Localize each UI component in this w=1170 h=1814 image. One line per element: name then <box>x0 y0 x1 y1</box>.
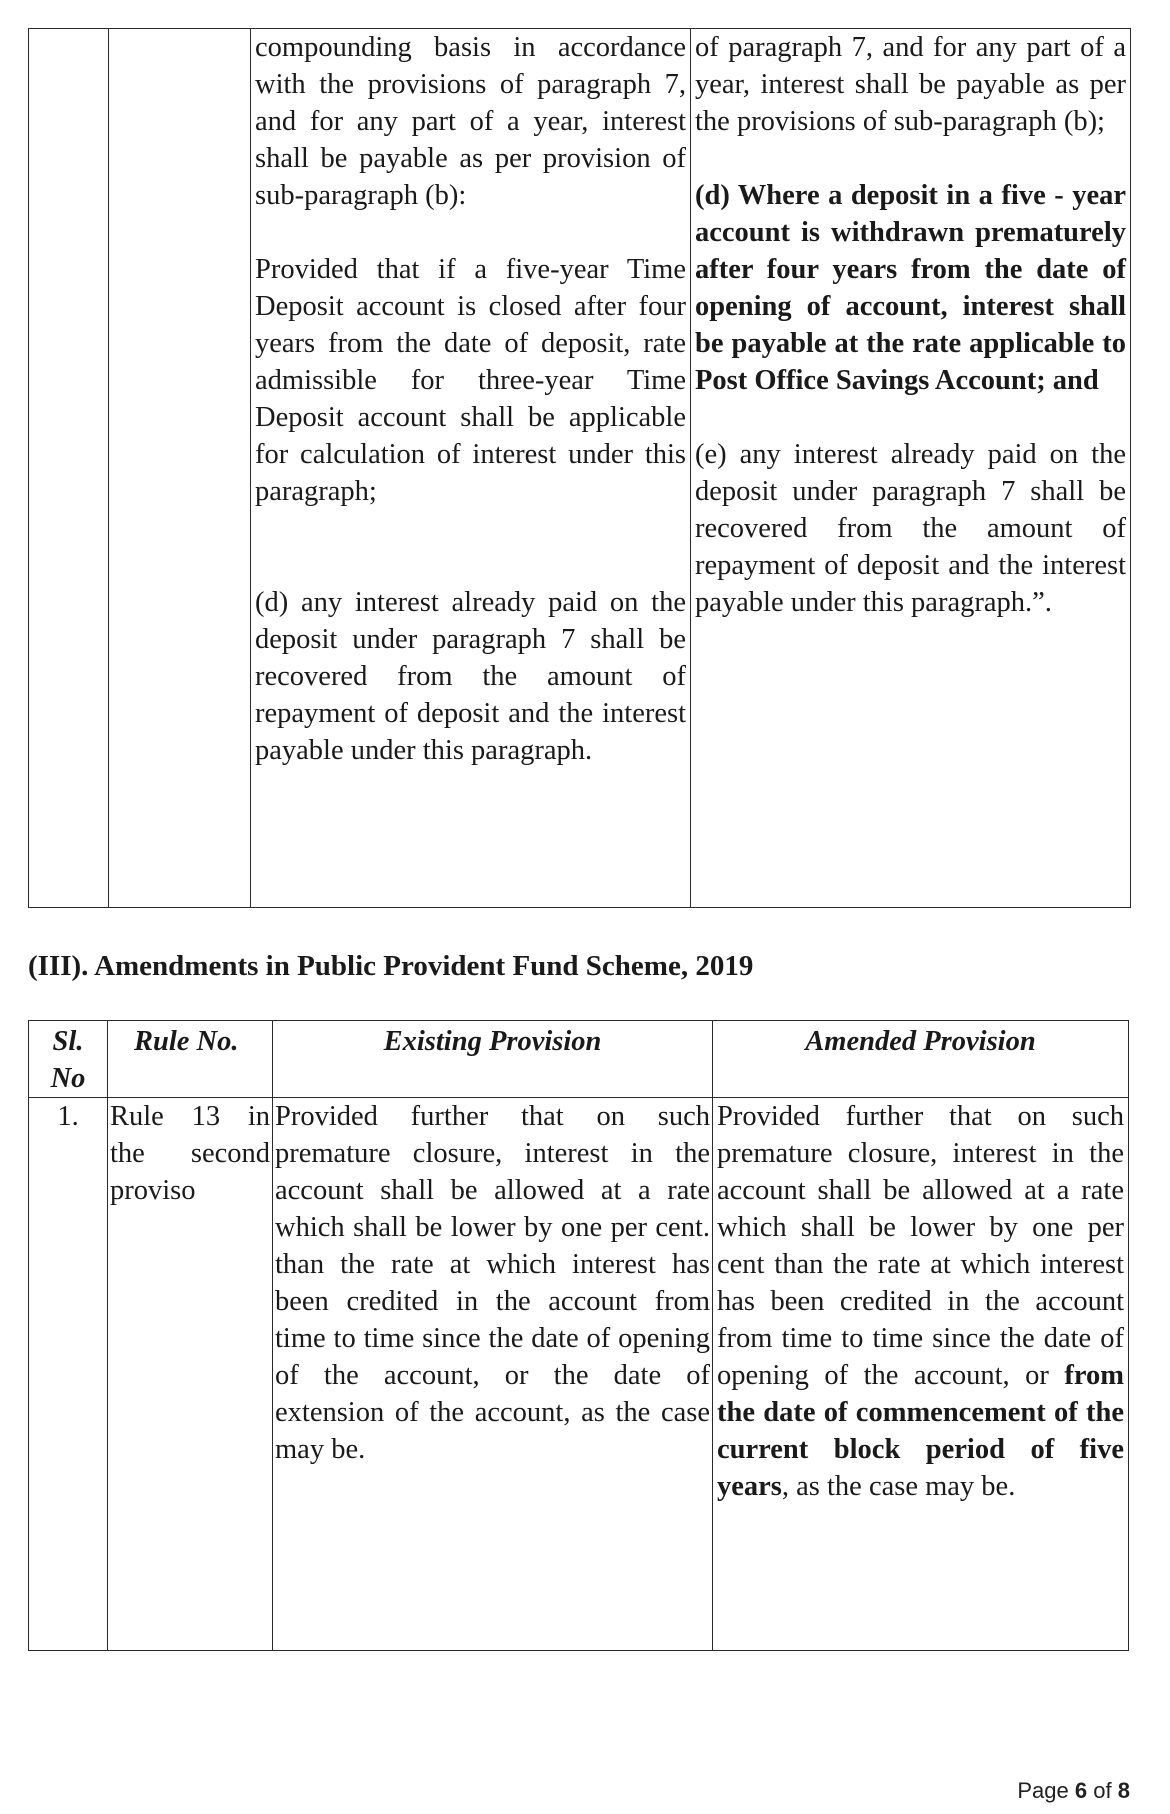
of-word: of <box>1093 1778 1112 1803</box>
table-header-row <box>29 1021 1129 1098</box>
page-word: Page <box>1017 1778 1069 1803</box>
ppf-amendment-table <box>28 1020 1129 1651</box>
existing-proviso: Provided that if a five-year Time Deposit account is closed after four years from the date of deposit, rate admissible for three-year Time Deposit account shall be applicable for calculation of interest under this paragraph; <box>255 254 686 507</box>
page-number: 6 <box>1074 1778 1088 1803</box>
rule-cell <box>109 29 251 908</box>
section-heading: (III). Amendments in Public Provident Fund Scheme, 2019 <box>28 950 754 982</box>
header-rule-no: Rule No. <box>108 1021 273 1098</box>
sl-number: 1. <box>29 1098 108 1651</box>
amended-tail-text: , as the case may be. <box>781 1471 1016 1502</box>
table-row <box>29 1098 1129 1651</box>
existing-provision-cell <box>251 29 691 908</box>
amended-bold-text: from the date of commencement of the current block period of five years <box>717 1360 1125 1502</box>
existing-clause-d: (d) any interest already paid on the deposit under paragraph 7 shall be recovered from the amount of repayment of deposit and the interest payable under this paragraph. <box>255 587 686 766</box>
amended-paragraph: of paragraph 7, and for any part of a year, interest shall be payable as per the provisions of sub-paragraph (b); <box>695 32 1126 137</box>
continued-amendment-table <box>28 28 1131 908</box>
amended-provision-text <box>717 1098 1124 1505</box>
header-existing-provision: Existing Provision <box>273 1021 713 1098</box>
table-row <box>29 29 1131 908</box>
rule-number: Rule 13 in the second proviso <box>108 1098 273 1651</box>
amended-plain-text: Provided further that on such premature closure, interest in the account shall be allowed at a rate which shall be lower by one per cent than the rate at which interest has been credited in the account from time to time since the date of opening of the account, or <box>717 1101 1124 1391</box>
amended-clause-d: (d) Where a deposit in a five - year account is withdrawn prematurely after four years from the date of opening of account, interest shall be payable at the rate applicable to Post Office Savings Account; and <box>695 180 1126 396</box>
header-sl-no: Sl. No <box>29 1021 108 1098</box>
existing-paragraph: compounding basis in accordance with the provisions of paragraph 7, and for any part of a year, interest shall be payable as per provision of sub-paragraph (b): <box>255 32 686 211</box>
header-amended-provision: Amended Provision <box>713 1021 1129 1098</box>
sl-cell <box>29 29 109 908</box>
page-total: 8 <box>1117 1778 1130 1803</box>
amended-clause-e: (e) any interest already paid on the deposit under paragraph 7 shall be recovered from the amount of repayment of deposit and the interest payable under this paragraph.”. <box>695 439 1126 618</box>
amended-provision-cell <box>691 29 1131 908</box>
page-footer <box>1017 1778 1130 1804</box>
existing-provision: Provided further that on such premature closure, interest in the account shall be allowed at a rate which shall be lower by one per cent. than the rate at which interest has been credited in the account from time to time since the date of opening of the account, or the date of extension of the account, as the case may be. <box>273 1098 713 1651</box>
amended-provision <box>713 1098 1129 1651</box>
